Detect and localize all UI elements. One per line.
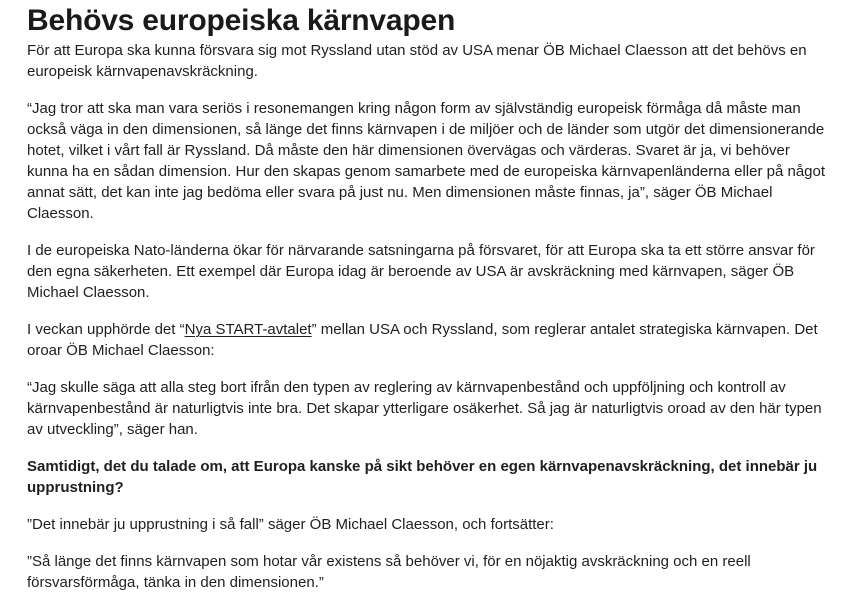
quote-paragraph-2: “Jag skulle säga att alla steg bort ifrån den typen av reglering av kärnvapenbestånd och uppföljning och kontroll av kärnvapenbestånd är naturligtvis inte bra. Det skapar ytterligare osäkerhet. Så jag är naturligtvis oroad av den här typen av utveckling”, säger han. xyxy=(27,379,822,438)
interview-question: Samtidigt, det du talade om, att Europa kanske på sikt behöver en egen kärnvapenavskräckning, det innebär ju upprustning? xyxy=(27,458,818,496)
answer-paragraph: ”Det innebär ju upprustning i så fall” säger ÖB Michael Claesson, och fortsätter: xyxy=(27,516,554,533)
nato-paragraph: I de europeiska Nato-länderna ökar för närvarande satsningarna på försvaret, för att Europa ska ta ett större ansvar för den egna säkerheten. Ett exempel där Europa idag är beroende av USA är avskräckning med kärnvapen, säger ÖB Michael Claesson. xyxy=(27,242,815,301)
start-treaty-paragraph xyxy=(27,319,827,361)
quote-paragraph: “Jag tror att ska man vara seriös i resonemangen kring någon form av självständig europeisk förmåga då måste man också väga in den dimensionen, så länge det finns kärnvapen i de miljöer och de länder som utgör det dimensionerande hotet, vilket i vårt fall är Ryssland. Då måste den här dimensionen övervägas och värderas. Svaret är ja, vi behöver kunna ha en sådan dimension. Hur den skapas genom samarbete med de europeiska kärnvapenländerna eller på något annat sätt, det kan inte jag bedöma eller svara på just nu. Men dimensionen måste finnas, ja”, säger ÖB Michael Claesson. xyxy=(27,100,826,222)
quote-paragraph-3: ”Så länge det finns kärnvapen som hotar vår existens så behöver vi, för en nöjaktig avskräckning och en reell försvarsförmåga, tänka in den dimensionen.” xyxy=(27,553,751,591)
article xyxy=(27,0,827,593)
start-treaty-link[interactable]: Nya START-avtalet xyxy=(184,321,312,338)
article-lede: För att Europa ska kunna försvara sig mot Ryssland utan stöd av USA menar ÖB Michael Claesson att det behövs en europeisk kärnvapenavskräckning. xyxy=(27,42,807,80)
start-treaty-text-before: I veckan upphörde det “ xyxy=(27,321,185,338)
article-headline: Behövs europeiska kärnvapen xyxy=(27,4,456,37)
start-treaty-text-after: ” mellan USA och Ryssland, som reglerar antalet strategiska kärnvapen. Det oroar ÖB Michael Claesson: xyxy=(27,321,818,359)
